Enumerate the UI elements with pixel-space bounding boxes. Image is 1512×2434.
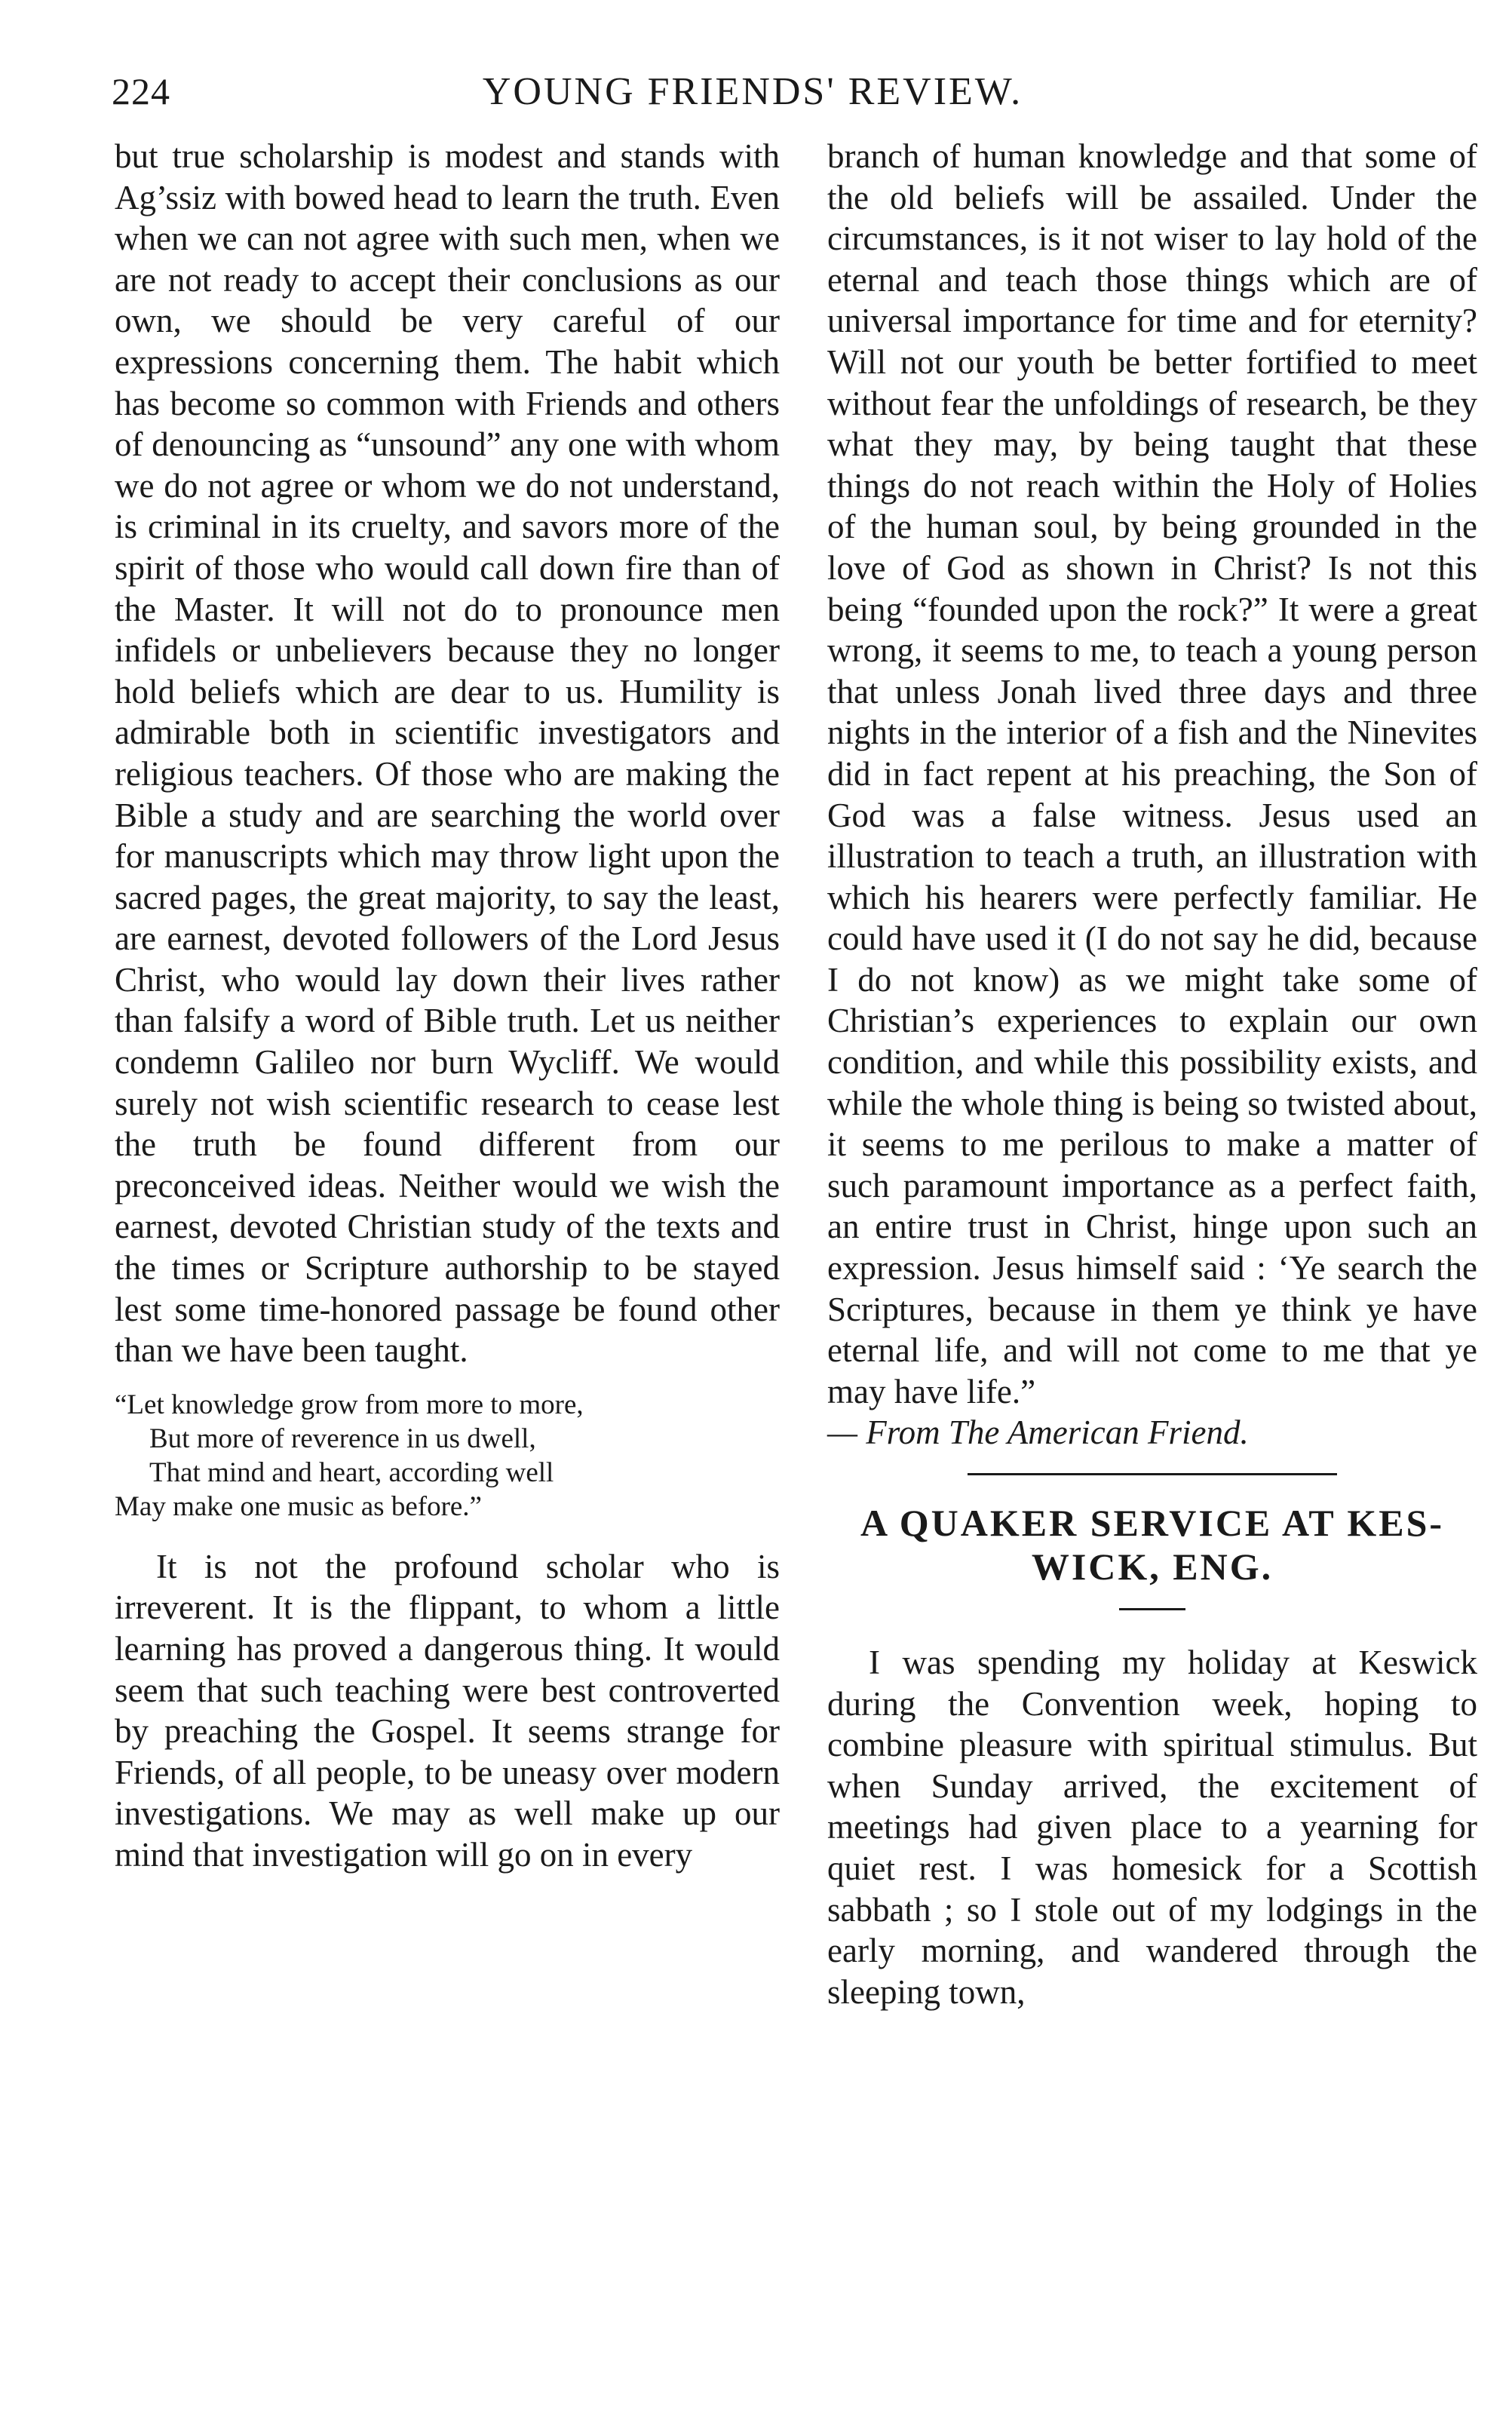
right-column [827, 136, 1477, 2012]
poem-line: But more of reverence in us dwell, [149, 1423, 536, 1454]
source-attribution: — From The American Friend. [827, 1413, 1249, 1452]
heading-rule [1119, 1608, 1185, 1610]
poem-line: May make one music as before.” [115, 1490, 482, 1522]
poem-quote [115, 1388, 780, 1524]
running-title: YOUNG FRIENDS' REVIEW. [482, 70, 1023, 113]
page-number: 224 [112, 70, 170, 112]
section-heading-line: WICK, ENG. [1031, 1545, 1274, 1588]
section-divider [968, 1473, 1337, 1475]
page-header [112, 69, 1469, 122]
poem-line: That mind and heart, according well [149, 1456, 554, 1488]
article-paragraph: It is not the profound scholar who is irreverent. It is the flippant, to whom a little learning has proved a dangerous thing. It would seem that such teaching were best controverted by preaching the Gospel. It seems strange for Friends, of all people, to be uneasy over modern investigations. We may as well make up our mind that investigation will go on in every [115, 1547, 780, 1874]
section-heading [827, 1501, 1477, 1588]
article-paragraph: but true scholarship is modest and stands with Ag’ssiz with bowed head to learn the truth. Even when we can not agree with such men, when we are not ready to accept their conclusions as our own, we should be very careful of our expressions concerning them. The habit which has become so common with Friends and others of denouncing as “unsound” any one with whom we do not agree or whom we do not understand, is criminal in its cruelty, and savors more of the spirit of those who would call down fire than of the Master. It will not do to pronounce men infidels or unbelievers because they no longer hold beliefs which are dear to us. Humility is admirable both in scientific investigators and religious teachers. Of those who are making the Bible a study and are searching the world over for manuscripts which may throw light upon the sacred pages, the great majority, to say the least, are earnest, devoted followers of the Lord Jesus Christ, who would lay down their lives rather than falsify a word of Bible truth. Let us neither condemn Galileo nor burn Wycliff. We would surely not wish scientific research to cease lest the truth be found different from our preconceived ideas. Neither would we wish the earnest, devoted Christian study of the texts and the times or Scripture authorship to be stayed lest some time-honored passage be found other than we have been taught. [115, 137, 780, 1370]
poem-line: “Let knowledge grow from more to more, [115, 1389, 584, 1420]
article-paragraph: I was spending my holiday at Keswick during the Convention week, hoping to combine pleasure with spiritual stimulus. But when Sunday arrived, the excitement of meetings had given place to a yearning for quiet rest. I was homesick for a Scottish sabbath ; so I stole out of my lodgings in the early morning, and wandered through the sleeping town, [827, 1644, 1477, 2011]
left-column [115, 136, 780, 1876]
article-paragraph: branch of human knowledge and that some of the old beliefs will be assailed. Under the circumstances, is it not wiser to lay hold of the eternal and teach those things which are of universal importance for time and for eternity? Will not our youth be better fortified to meet without fear the unfoldings of research, be they what they may, by being taught that these things do not reach within the Holy of Holies of the human soul, by being grounded in the love of God as shown in Christ? Is not this being “founded upon the rock?” It were a great wrong, it seems to me, to teach a young person that unless Jonah lived three days and three nights in the interior of a fish and the Ninevites did in fact repent at his preaching, the Son of God was a false witness. Jesus used an illustration to teach a truth, an illustration with which his hearers were perfectly familiar. He could have used it (I do not say he did, because I do not know) as we might take some of Christian’s experiences to explain our own condition, and while this possibility exists, and while the whole thing is being so twisted about, it seems to me perilous to make a matter of such paramount importance as a perfect faith, an entire trust in Christ, hinge upon such an expression. Jesus himself said : ‘Ye search the Scriptures, because in them ye think ye have eternal life, and will not come to me that ye may have life.” [827, 137, 1477, 1410]
section-heading-line: A QUAKER SERVICE AT KES- [860, 1502, 1445, 1544]
